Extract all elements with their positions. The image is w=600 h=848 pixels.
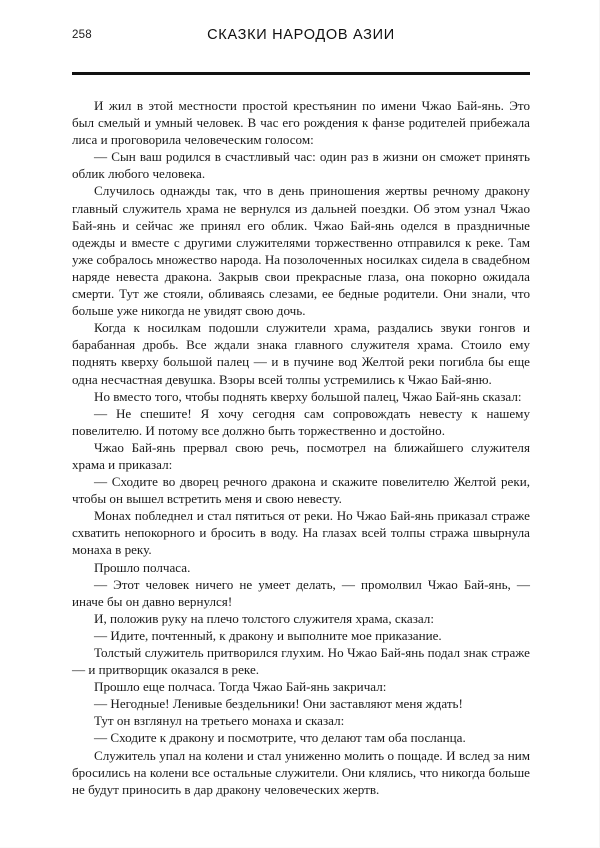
page-number: 258: [72, 29, 92, 41]
header-divider-rule: [72, 72, 530, 75]
running-title: СКАЗКИ НАРОДОВ АЗИИ: [207, 27, 395, 43]
body-paragraph: Когда к носилкам подошли служители храма, раздались звуки гонгов и барабанная дробь. Все ждали знака главного служителя храма. Стоило ему поднять кверху большой палец — и в пучине вод Желтой реки погибла бы еще одна несчастная девушка. Взоры всей толпы устремились к Чжао Бай-яню.: [72, 320, 530, 387]
body-paragraph: Но вместо того, чтобы поднять кверху большой палец, Чжао Бай-янь сказал:: [94, 388, 522, 404]
running-head: [72, 0, 530, 62]
body-paragraph: Прошло еще полчаса. Тогда Чжао Бай-янь закричал:: [94, 679, 387, 695]
story-body-text: [72, 97, 530, 798]
body-paragraph: Чжао Бай-янь прервал свою речь, посмотрел на ближайшего служителя храма и приказал:: [72, 439, 530, 472]
body-paragraph: — Негодные! Ленивые бездельники! Они заставляют меня ждать!: [94, 696, 463, 712]
body-paragraph: — Этот человек ничего не умеет делать, — промолвил Чжао Бай-янь, — иначе бы он давно вернулся!: [72, 576, 530, 609]
body-paragraph: — Сходите во дворец речного дракона и скажите повелителю Желтой реки, чтобы он вышел встретить меня и свою невесту.: [72, 474, 530, 507]
body-paragraph: И, положив руку на плечо толстого служителя храма, сказал:: [94, 610, 434, 626]
body-paragraph: — Сын ваш родился в счастливый час: один раз в жизни он сможет принять облик любого человека.: [72, 149, 530, 182]
body-paragraph: И жил в этой местности простой крестьянин по имени Чжао Бай-янь. Это был смелый и умный человек. В час его рождения к фанзе родителей прибежала лиса и проговорила человеческим голосом:: [72, 98, 530, 148]
body-paragraph: — Идите, почтенный, к дракону и выполните мое приказание.: [94, 627, 442, 643]
page-content-column: [72, 0, 530, 798]
body-paragraph: Монах побледнел и стал пятиться от реки. Но Чжао Бай-янь приказал страже схватить непокорного и бросить в воду. На глазах всей толпы стража швырнула монаха в реку.: [72, 508, 530, 558]
body-paragraph: — Сходите к дракону и посмотрите, что делают там оба посланца.: [94, 730, 466, 746]
body-paragraph: Толстый служитель притворился глухим. Но Чжао Бай-янь подал знак страже — и притворщик оказался в реке.: [72, 645, 530, 678]
body-paragraph: Служитель упал на колени и стал униженно молить о пощаде. И вслед за ним бросились на колени все остальные служители. Они клялись, что никогда больше не будут приносить в дар дракону человеческих жертв.: [72, 747, 530, 797]
body-paragraph: Случилось однажды так, что в день приношения жертвы речному дракону главный служитель храма не вернулся из дальней поездки. Об этом узнал Чжао Бай-янь и сейчас же принял его облик. Чжао Бай-янь оделся в праздничные одежды и вместе с другими служителями торжественно отправился к реке. Там уже собралось множество народа. На позолоченных носилках сидела в свадебном наряде невеста дракона. Закрыв свои прекрасные глаза, она покорно ожидала смерти. Тут же стояли, обливаясь слезами, ее бедные родители. Они знали, что больше уже никогда не увидят свою дочь.: [72, 183, 530, 319]
body-paragraph: — Не спешите! Я хочу сегодня сам сопровождать невесту к нашему повелителю. И потому все должно быть торжественно и достойно.: [72, 405, 530, 438]
body-paragraph: Прошло полчаса.: [94, 559, 191, 575]
body-paragraph: Тут он взглянул на третьего монаха и сказал:: [94, 713, 345, 729]
